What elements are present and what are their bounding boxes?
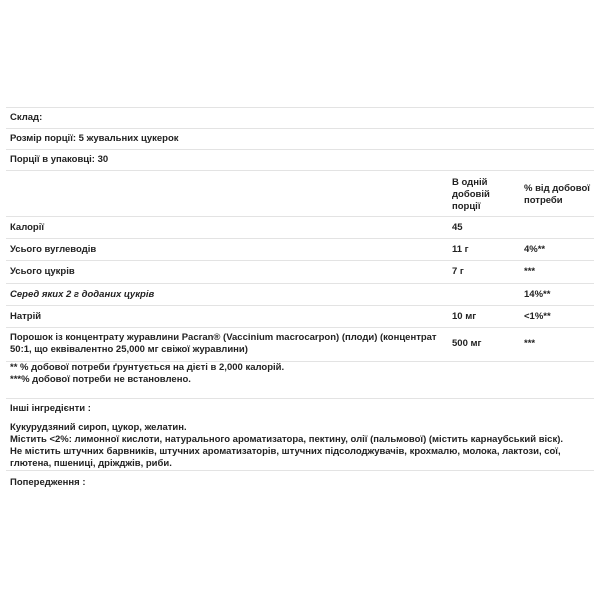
other-ingredients-title: Інші інгредієнти : [10,403,91,414]
amount-header-line: В одній [452,177,488,188]
nutrient-amount: 500 мг [452,338,482,349]
supplement-facts-table [6,107,594,362]
servings-per-container: Порції в упаковці: 30 [10,154,109,165]
facts-footnotes [10,362,284,386]
dv-header-line: потреби [524,195,563,206]
amount-header-line: добовій [452,189,490,200]
serving-size: Розмір порції: 5 жувальних цукерок [10,133,179,144]
other-ingredients-text [10,422,590,470]
nutrient-dv: 4%** [524,244,546,255]
serving-size-row [6,128,594,149]
other-ingredients-section [6,398,594,415]
nutrient-row-calories [6,216,594,238]
warnings-title: Попередження : [10,477,86,488]
dv-header-line: % від добової [524,183,590,194]
facts-title-row [6,107,594,128]
nutrient-amount: 10 мг [452,311,477,322]
ingredients-line: Не містить штучних барвників, штучних ароматизаторів, штучних підсолоджувачів, крохмалю, молока, лактози, сої, [10,446,561,457]
nutrient-dv: 14%** [524,289,551,300]
nutrient-row-sugars [6,260,594,283]
nutrient-dv: *** [524,266,536,277]
facts-header-row [6,170,594,216]
nutrient-name: Натрій [10,311,42,322]
servings-per-container-row [6,149,594,170]
warnings-section [6,470,594,487]
nutrient-row-carbohydrates [6,238,594,260]
footnote: ** % добової потреби ґрунтується на дієті в 2,000 калорій. [10,362,285,373]
amount-header-line: порції [452,201,481,212]
nutrient-name: Усього цукрів [10,266,75,277]
nutrient-dv: <1%** [524,311,551,322]
nutrient-name: Серед яких 2 г доданих цукрів [10,289,155,300]
nutrient-row-added-sugars [6,283,594,305]
ingredients-line: глютена, пшениці, дріжджів, риби. [10,458,172,469]
footnote: ***% добової потреби не встановлено. [10,374,191,385]
nutrient-name-line: 50:1, що еквівалентно 25,000 мг свіжої журавлини) [10,344,248,355]
nutrient-dv: *** [524,338,536,349]
nutrient-name-line: Порошок із концентрату журавлини Pacran® (Vaccinium macrocarpon) (плоди) (концентрат [10,332,437,343]
nutrient-amount: 7 г [452,266,464,277]
nutrient-name: Калорії [10,222,45,233]
nutrient-row-sodium [6,305,594,327]
nutrient-amount: 45 [452,222,463,233]
nutrient-name: Усього вуглеводів [10,244,97,255]
nutrient-row-cranberry [6,327,594,362]
ingredients-line: Містить <2%: лимонної кислоти, натурального ароматизатора, пектину, олії (пальмової) (містить карнаубський віск). [10,434,564,445]
ingredients-line: Кукурудзяний сироп, цукор, желатин. [10,422,187,433]
nutrient-amount: 11 г [452,244,469,255]
facts-title: Склад: [10,112,43,123]
